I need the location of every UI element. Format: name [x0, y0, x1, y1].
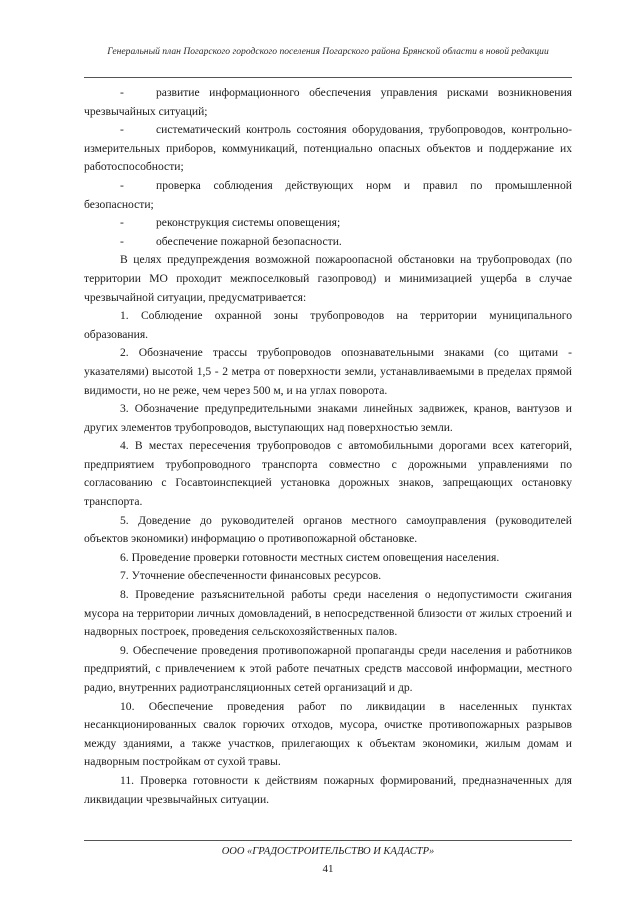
footer-divider — [84, 840, 572, 841]
bullet-text: реконструкция системы оповещения; — [156, 216, 341, 230]
list-paragraph-1: 1. Соблюдение охранной зоны трубопроводов на территории муниципального образования. — [84, 309, 572, 341]
list-paragraph-9: 9. Обеспечение проведения противопожарной пропаганды среди населения и работников предприятий, с привлечением к этой работе печатных средств массовой информации, местного радио, внутренних радиотрансляционных сетей организаций и др. — [84, 643, 572, 694]
page-number: 41 — [322, 863, 334, 875]
bullet-marker: - — [120, 178, 124, 192]
header-divider — [84, 77, 572, 78]
bullet-item — [84, 177, 572, 214]
bullet-text: проверка соблюдения действующих норм и правил по промышленной безопасности; — [84, 178, 572, 211]
bullet-marker: - — [120, 86, 124, 99]
list-paragraph-8: 8. Проведение разъяснительной работы среди населения о недопустимости сжигания мусора на территории личных домовладений, в непосредственной близости от жилых строений и надворных построек, проведения сельскохозяйственных палов. — [84, 588, 572, 639]
intro-paragraph: В целях предупреждения возможной пожароопасной обстановки на трубопроводах (по территории МО проходит межпоселковый газопровод) и минимизацией ущерба в случае чрезвычайной ситуации, предусматривается: — [84, 253, 572, 304]
bullet-item — [84, 121, 572, 177]
list-paragraph-7: 7. Уточнение обеспеченности финансовых ресурсов. — [120, 569, 382, 583]
list-paragraph-11: 11. Проверка готовности к действиям пожарных формирований, предназначенных для ликвидации чрезвычайных ситуации. — [84, 773, 572, 806]
list-paragraph-2: 2. Обозначение трассы трубопроводов опознавательными знаками (со щитами - указателями) высотой 1,5 - 2 метра от поверхности земли, устанавливаемыми в пределах прямой видимости, но не реже, чем через 500 м, и на углах поворота. — [84, 346, 572, 397]
bullet-marker: - — [120, 123, 124, 137]
list-paragraph-3: 3. Обозначение предупредительными знаками линейных задвижек, кранов, вантузов и других элементов трубопроводов, выступающих над поверхностью земли. — [84, 402, 572, 434]
bullet-text: развитие информационного обеспечения управления рисками возникновения чрезвычайных ситуаций; — [84, 86, 572, 118]
list-paragraph-10: 10. Обеспечение проведения работ по ликвидации в населенных пунктах несанкционированных свалок горючих отходов, мусора, очистке противопожарных разрывов между зданиями, а также участков, прилегающих к объектам экономики, жилым домам и надворным постройкам от сухой травы. — [84, 699, 572, 769]
bullet-text: обеспечение пожарной безопасности. — [156, 234, 342, 248]
bullet-item — [84, 84, 572, 121]
bullet-item — [84, 214, 572, 233]
list-paragraph-5: 5. Доведение до руководителей органов местного самоуправления (руководителей объектов экономики) информацию о противопожарной обстановке. — [84, 513, 572, 546]
bullet-item — [84, 233, 572, 252]
bullet-text: систематический контроль состояния оборудования, трубопроводов, контрольно-измерительных приборов, коммуникаций, потенциально опасных объектов и поддержание их работоспособности; — [84, 123, 572, 174]
bullet-marker: - — [120, 234, 124, 248]
bullet-marker: - — [120, 216, 124, 230]
document-body — [84, 84, 572, 809]
document-title: Генеральный план Погарского городского поселения Погарского района Брянской области в новой редакции — [107, 46, 549, 57]
page-footer — [84, 845, 572, 859]
list-paragraph-4: 4. В местах пересечения трубопроводов с автомобильными дорогами всех категорий, предприятием трубопроводного транспорта совместно с дорожными управлениями по согласованию с Госавтоинспекцией установка дорожных знаков, запрещающих остановку транспорта. — [84, 439, 572, 509]
list-paragraph-6: 6. Проведение проверки готовности местных систем оповещения населения. — [120, 550, 500, 564]
page-header — [84, 45, 572, 59]
footer-company: ООО «ГРАДОСТРОИТЕЛЬСТВО И КАДАСТР» — [221, 846, 435, 857]
